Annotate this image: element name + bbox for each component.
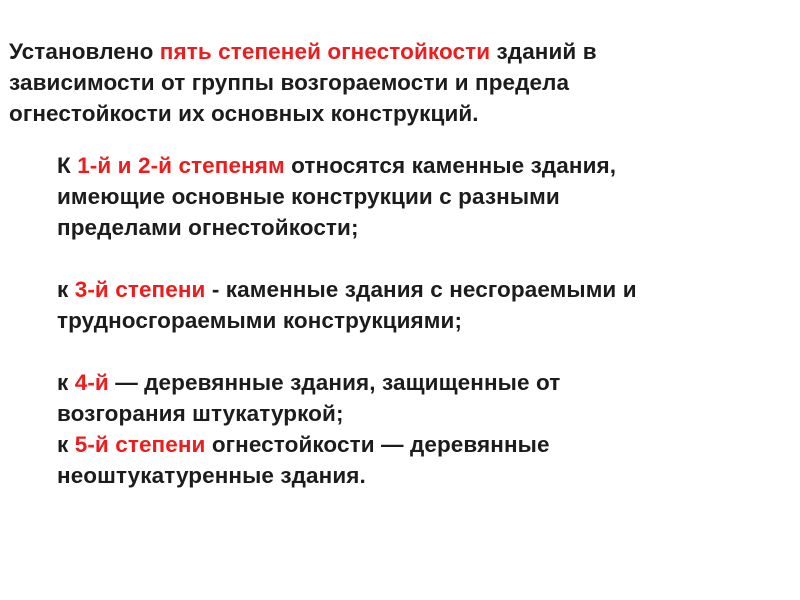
degree-3-text-1: к [57, 277, 75, 302]
degree-4-text-2: — деревянные здания, защищенные от [108, 370, 561, 395]
degree-1-2-text-1: К [57, 153, 78, 178]
intro-text-1: Установлено [9, 39, 160, 64]
intro-line-3: огнестойкости их основных конструкций. [9, 101, 479, 126]
degree-4-line-1 [57, 367, 792, 398]
degree-3-highlight: 3-й степени [74, 277, 206, 302]
degree-5-line-2: неоштукатуренные здания. [57, 463, 366, 488]
degree-1-2-highlight: 1-й и 2-й степеням [77, 153, 285, 178]
spacer [57, 243, 792, 274]
degree-1-2-line-3: пределами огнестойкости; [57, 215, 359, 240]
degree-1-2-line-1 [57, 150, 792, 181]
degree-5-highlight: 5-й степени [74, 432, 206, 457]
degree-1-2-line-2: имеющие основные конструкции с разными [57, 184, 560, 209]
degree-3-text-2: - каменные здания с несгораемыми и [205, 277, 637, 302]
intro-text-2: зданий в [490, 39, 597, 64]
degree-3-line-2: трудносгораемыми конструкциями; [57, 308, 463, 333]
degrees-list [57, 150, 792, 491]
degree-5-item [57, 429, 792, 491]
intro-line-2: зависимости от группы возгораемости и предела [9, 70, 570, 95]
degree-5-text-2: огнестойкости — деревянные [205, 432, 550, 457]
degree-4-text-1: к [57, 370, 75, 395]
degree-3-line-1 [57, 274, 792, 305]
degree-4-item [57, 367, 792, 429]
degree-3-item [57, 274, 792, 336]
degree-5-line-1 [57, 429, 792, 460]
intro-line-1 [9, 36, 789, 67]
degree-1-2-text-2: относятся каменные здания, [284, 153, 617, 178]
spacer [57, 336, 792, 367]
degree-4-highlight: 4-й [74, 370, 109, 395]
intro-highlight: пять степеней огнестойкости [159, 39, 491, 64]
degree-4-line-2: возгорания штукатуркой; [57, 401, 344, 426]
degree-5-text-1: к [57, 432, 75, 457]
degree-1-2-item [57, 150, 792, 243]
intro-paragraph [9, 36, 789, 129]
